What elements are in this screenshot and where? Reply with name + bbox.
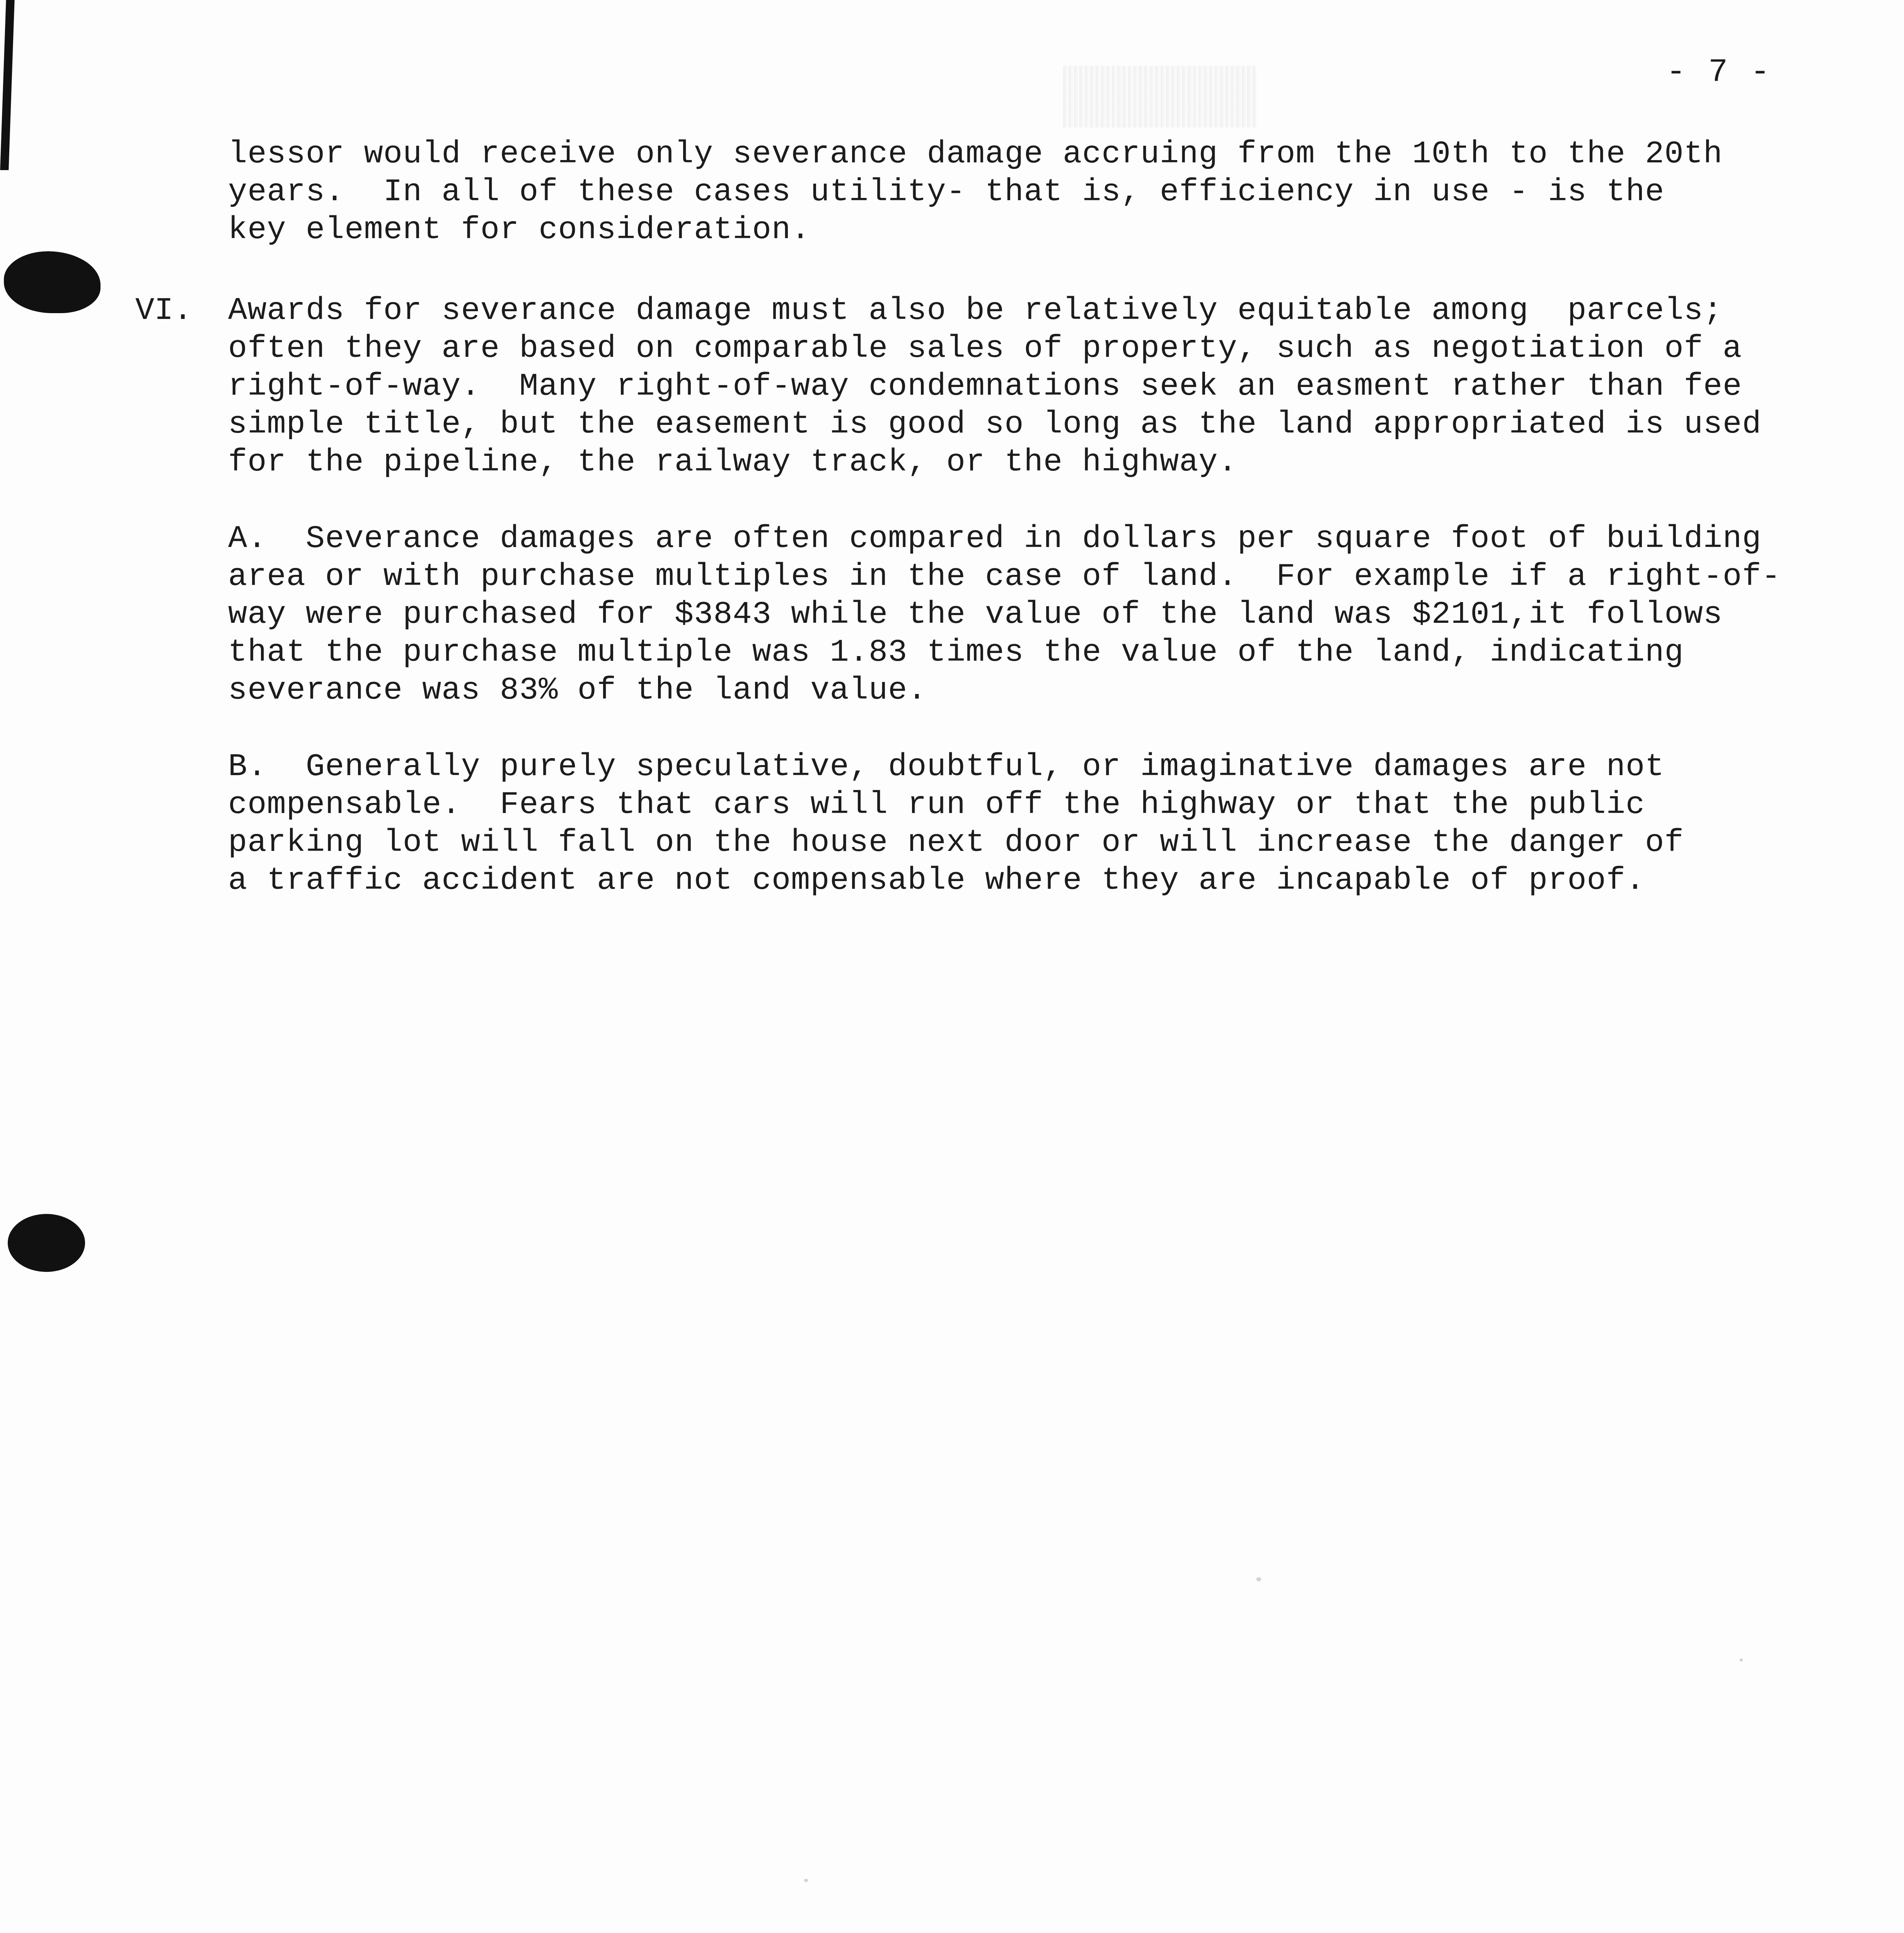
scan-speck: [1256, 1577, 1261, 1581]
scan-speck: [804, 1879, 808, 1882]
page-number: - 7 -: [1666, 54, 1772, 91]
binding-edge-mark: [0, 0, 14, 170]
point-b-line-1: B. Generally purely speculative, doubtful, or imaginative damages are not: [228, 749, 1665, 785]
scan-noise-top: [1063, 66, 1256, 128]
point-a-line-2: area or with purchase multiples in the case of land. For example if a right-of-: [228, 559, 1781, 595]
point-a-line-1: A. Severance damages are often compared in dollars per square foot of building: [228, 521, 1762, 557]
section-vi-line-3: right-of-way. Many right-of-way condemnations seek an easment rather than fee: [228, 368, 1742, 404]
point-a-line-4: that the purchase multiple was 1.83 times the value of the land, indicating: [228, 634, 1684, 670]
point-b-line-2: compensable. Fears that cars will run off the highway or that the public: [228, 787, 1645, 823]
scan-speck: [1740, 1659, 1743, 1662]
section-marker-vi: VI.: [135, 293, 193, 329]
intro-line-2: years. In all of these cases utility- that is, efficiency in use - is the: [228, 174, 1665, 210]
punch-hole-middle: [8, 1214, 85, 1272]
section-vi-line-5: for the pipeline, the railway track, or the highway.: [228, 444, 1238, 480]
point-b-line-3: parking lot will fall on the house next door or will increase the danger of: [228, 825, 1684, 861]
point-b-line-4: a traffic accident are not compensable where they are incapable of proof.: [228, 863, 1645, 898]
intro-line-1: lessor would receive only severance damage accruing from the 10th to the 20th: [228, 136, 1723, 172]
section-vi-line-2: often they are based on comparable sales of property, such as negotiation of a: [228, 331, 1742, 366]
point-a-line-3: way were purchased for $3843 while the value of the land was $2101,it follows: [228, 597, 1723, 632]
point-a-line-5: severance was 83% of the land value.: [228, 672, 927, 708]
intro-line-3: key element for consideration.: [228, 212, 811, 248]
section-vi-line-4: simple title, but the easement is good so long as the land appropriated is used: [228, 406, 1762, 442]
punch-hole-top: [4, 251, 101, 313]
section-vi-line-1: Awards for severance damage must also be relatively equitable among parcels;: [228, 293, 1723, 329]
